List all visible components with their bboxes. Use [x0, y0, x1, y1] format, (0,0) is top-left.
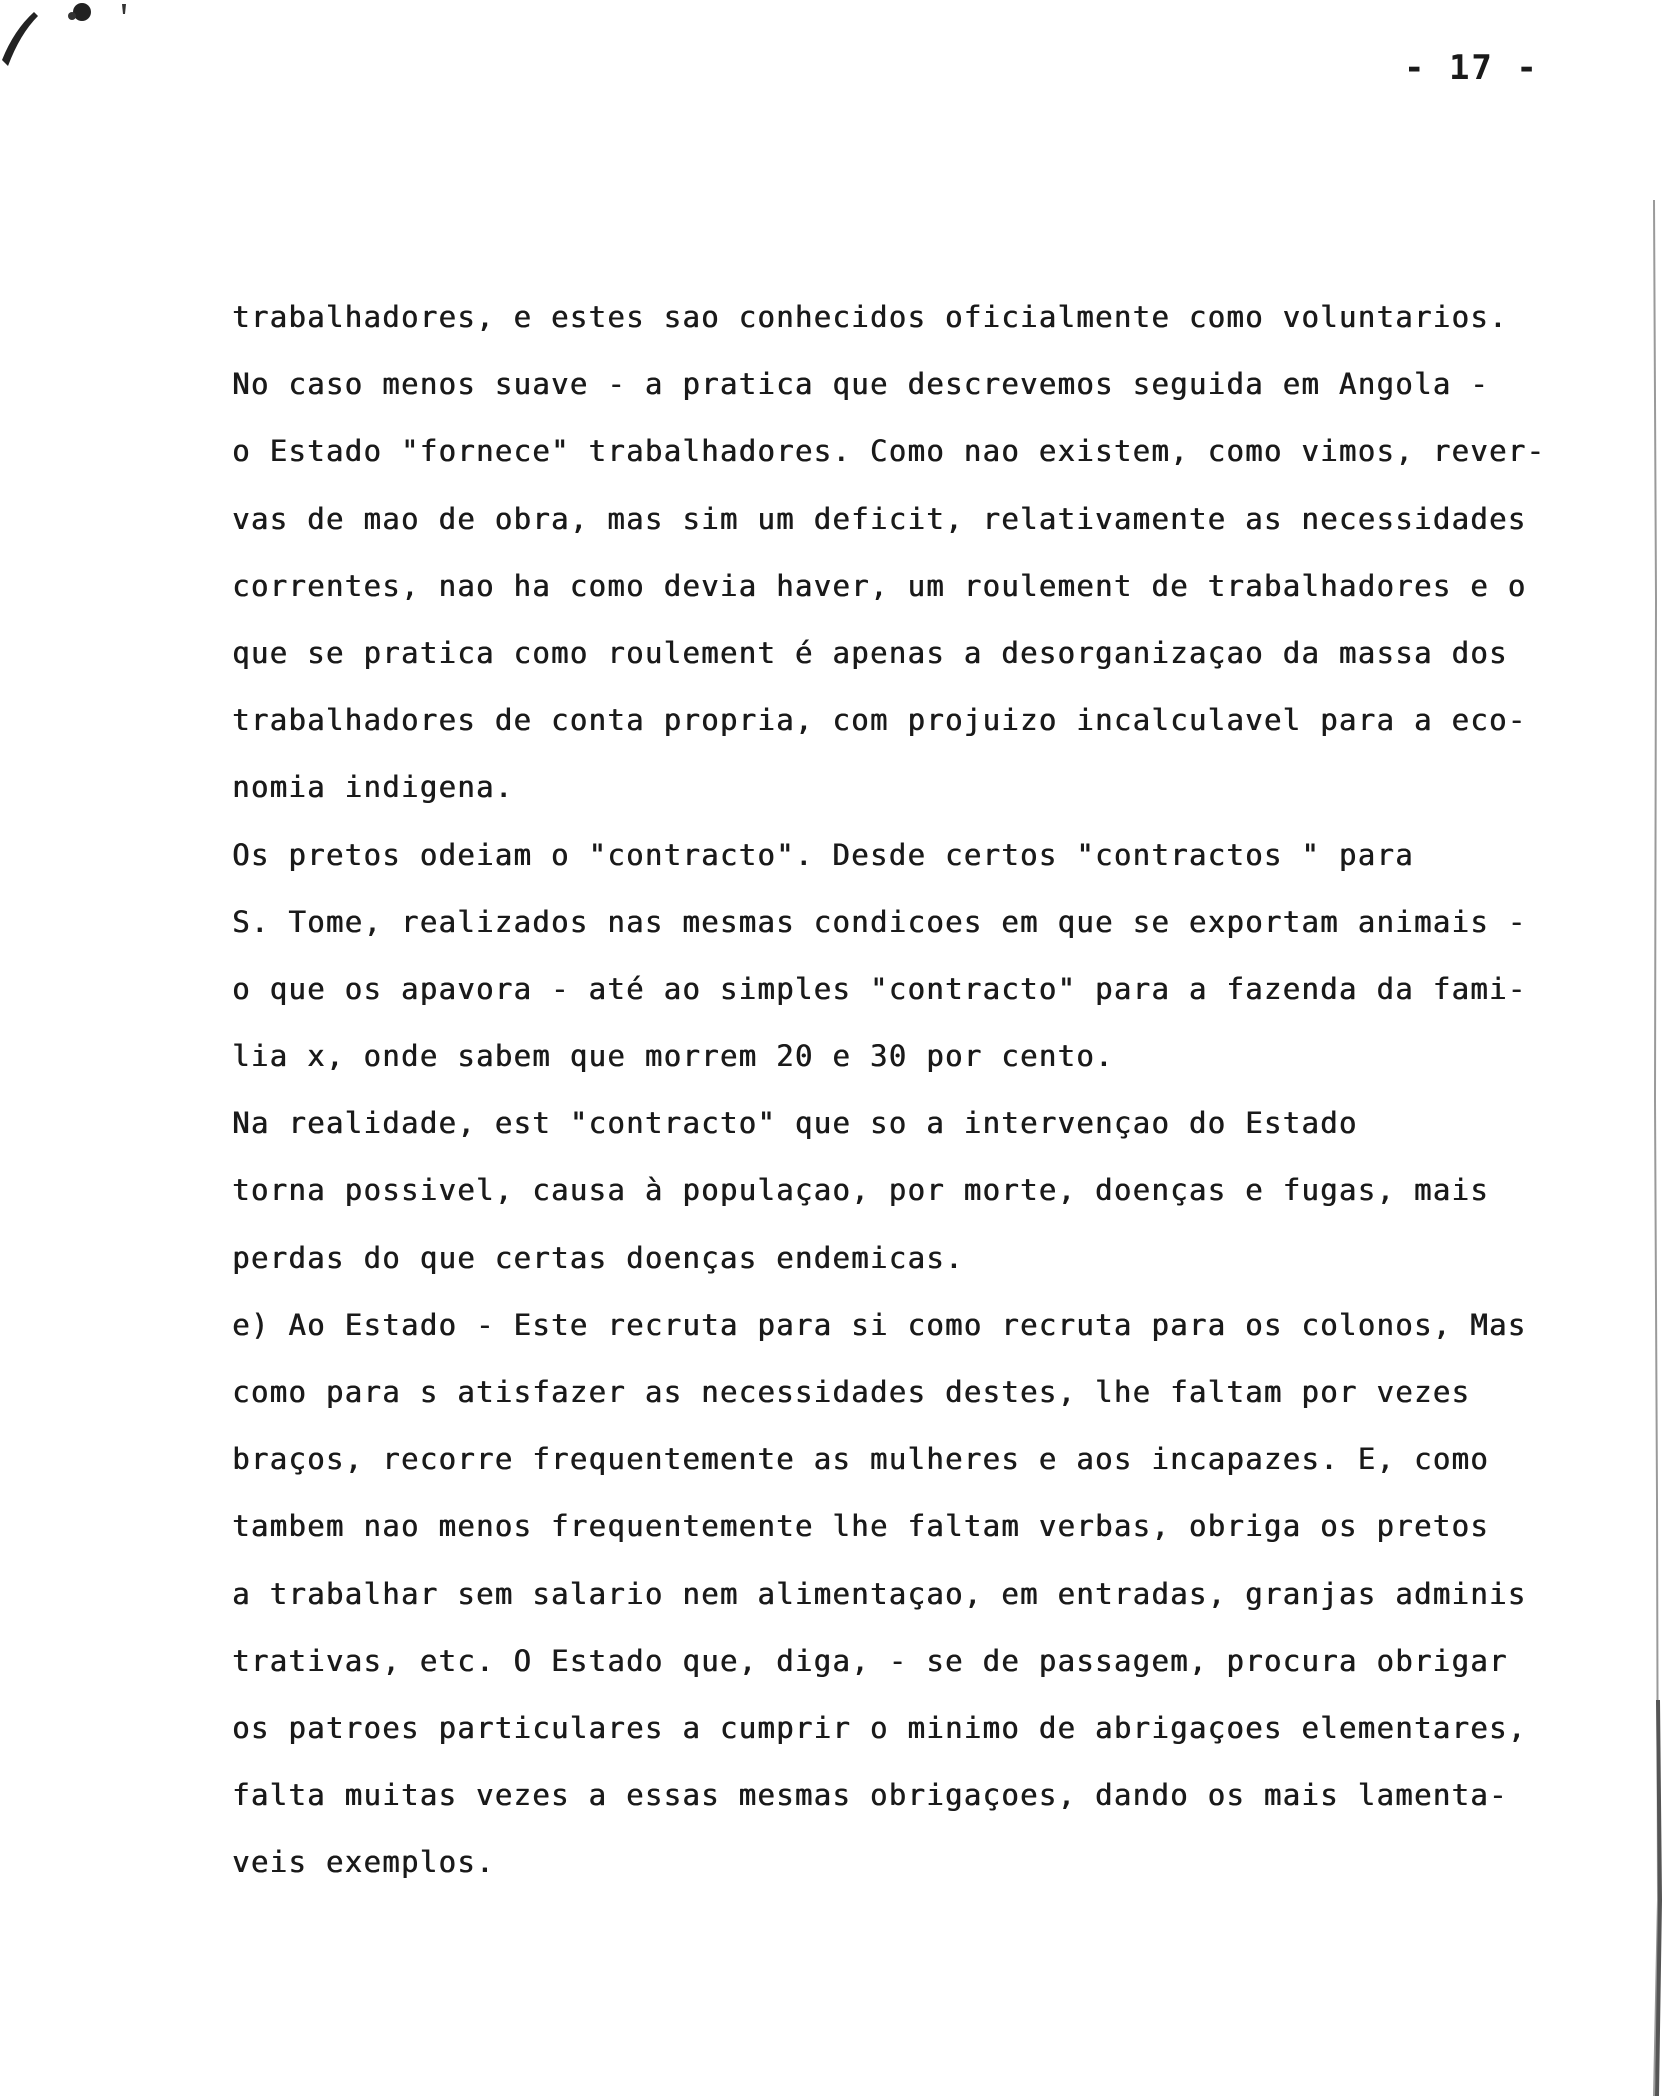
page-number: - 17 -	[1404, 48, 1539, 88]
text-line: que se pratica como roulement é apenas a desorganizaçao da massa dos	[232, 635, 1508, 670]
text-line: braços, recorre frequentemente as mulheres e aos incapazes. E, como	[232, 1442, 1489, 1477]
text-line: trabalhadores, e estes sao conhecidos oficialmente como voluntarios.	[232, 300, 1508, 334]
text-line: o Estado "fornece" trabalhadores. Como nao existem, como vimos, rever-	[232, 434, 1546, 469]
text-line: a trabalhar sem salario nem alimentaçao, em entradas, granjas adminis	[232, 1576, 1527, 1611]
text-line: o que os apavora - até ao simples "contracto" para a fazenda da fami-	[232, 971, 1527, 1006]
text-line: trabalhadores de conta propria, com projuizo incalculavel para a eco-	[232, 703, 1527, 738]
scan-edge-shadow	[1624, 200, 1664, 2096]
text-line: trativas, etc. O Estado que, diga, - se de passagem, procura obrigar	[232, 1643, 1508, 1678]
text-line: os patroes particulares a cumprir o minimo de abrigaçoes elementares,	[232, 1710, 1527, 1745]
body-text	[232, 284, 1612, 1897]
text-line: veis exemplos.	[232, 1845, 495, 1880]
text-line: lia x, onde sabem que morrem 20 e 30 por cento.	[232, 1039, 1114, 1074]
text-line: tambem nao menos frequentemente lhe faltam verbas, obriga os pretos	[232, 1509, 1489, 1544]
text-line: nomia indigena.	[232, 770, 514, 805]
text-line: correntes, nao ha como devia haver, um roulement de trabalhadores e o	[232, 568, 1527, 603]
text-line: torna possivel, causa à populaçao, por morte, doenças e fugas, mais	[232, 1173, 1489, 1208]
text-line: Os pretos odeiam o "contracto". Desde certos "contractos " para	[232, 837, 1414, 872]
text-line: perdas do que certas doenças endemicas.	[232, 1240, 964, 1275]
text-line: vas de mao de obra, mas sim um deficit, relativamente as necessidades	[232, 501, 1527, 536]
text-line: Na realidade, est "contracto" que so a intervençao do Estado	[232, 1106, 1358, 1141]
text-line: como para s atisfazer as necessidades destes, lhe faltam por vezes	[232, 1375, 1471, 1409]
text-line: S. Tome, realizados nas mesmas condicoes em que se exportam animais -	[232, 904, 1527, 939]
text-line: No caso menos suave - a pratica que descrevemos seguida em Angola -	[232, 367, 1489, 402]
text-line: falta muitas vezes a essas mesmas obrigaçoes, dando os mais lamenta-	[232, 1778, 1508, 1813]
scan-smudge-mark	[0, 0, 140, 70]
text-line: e) Ao Estado - Este recruta para si como recruta para os colonos, Mas	[232, 1307, 1527, 1342]
